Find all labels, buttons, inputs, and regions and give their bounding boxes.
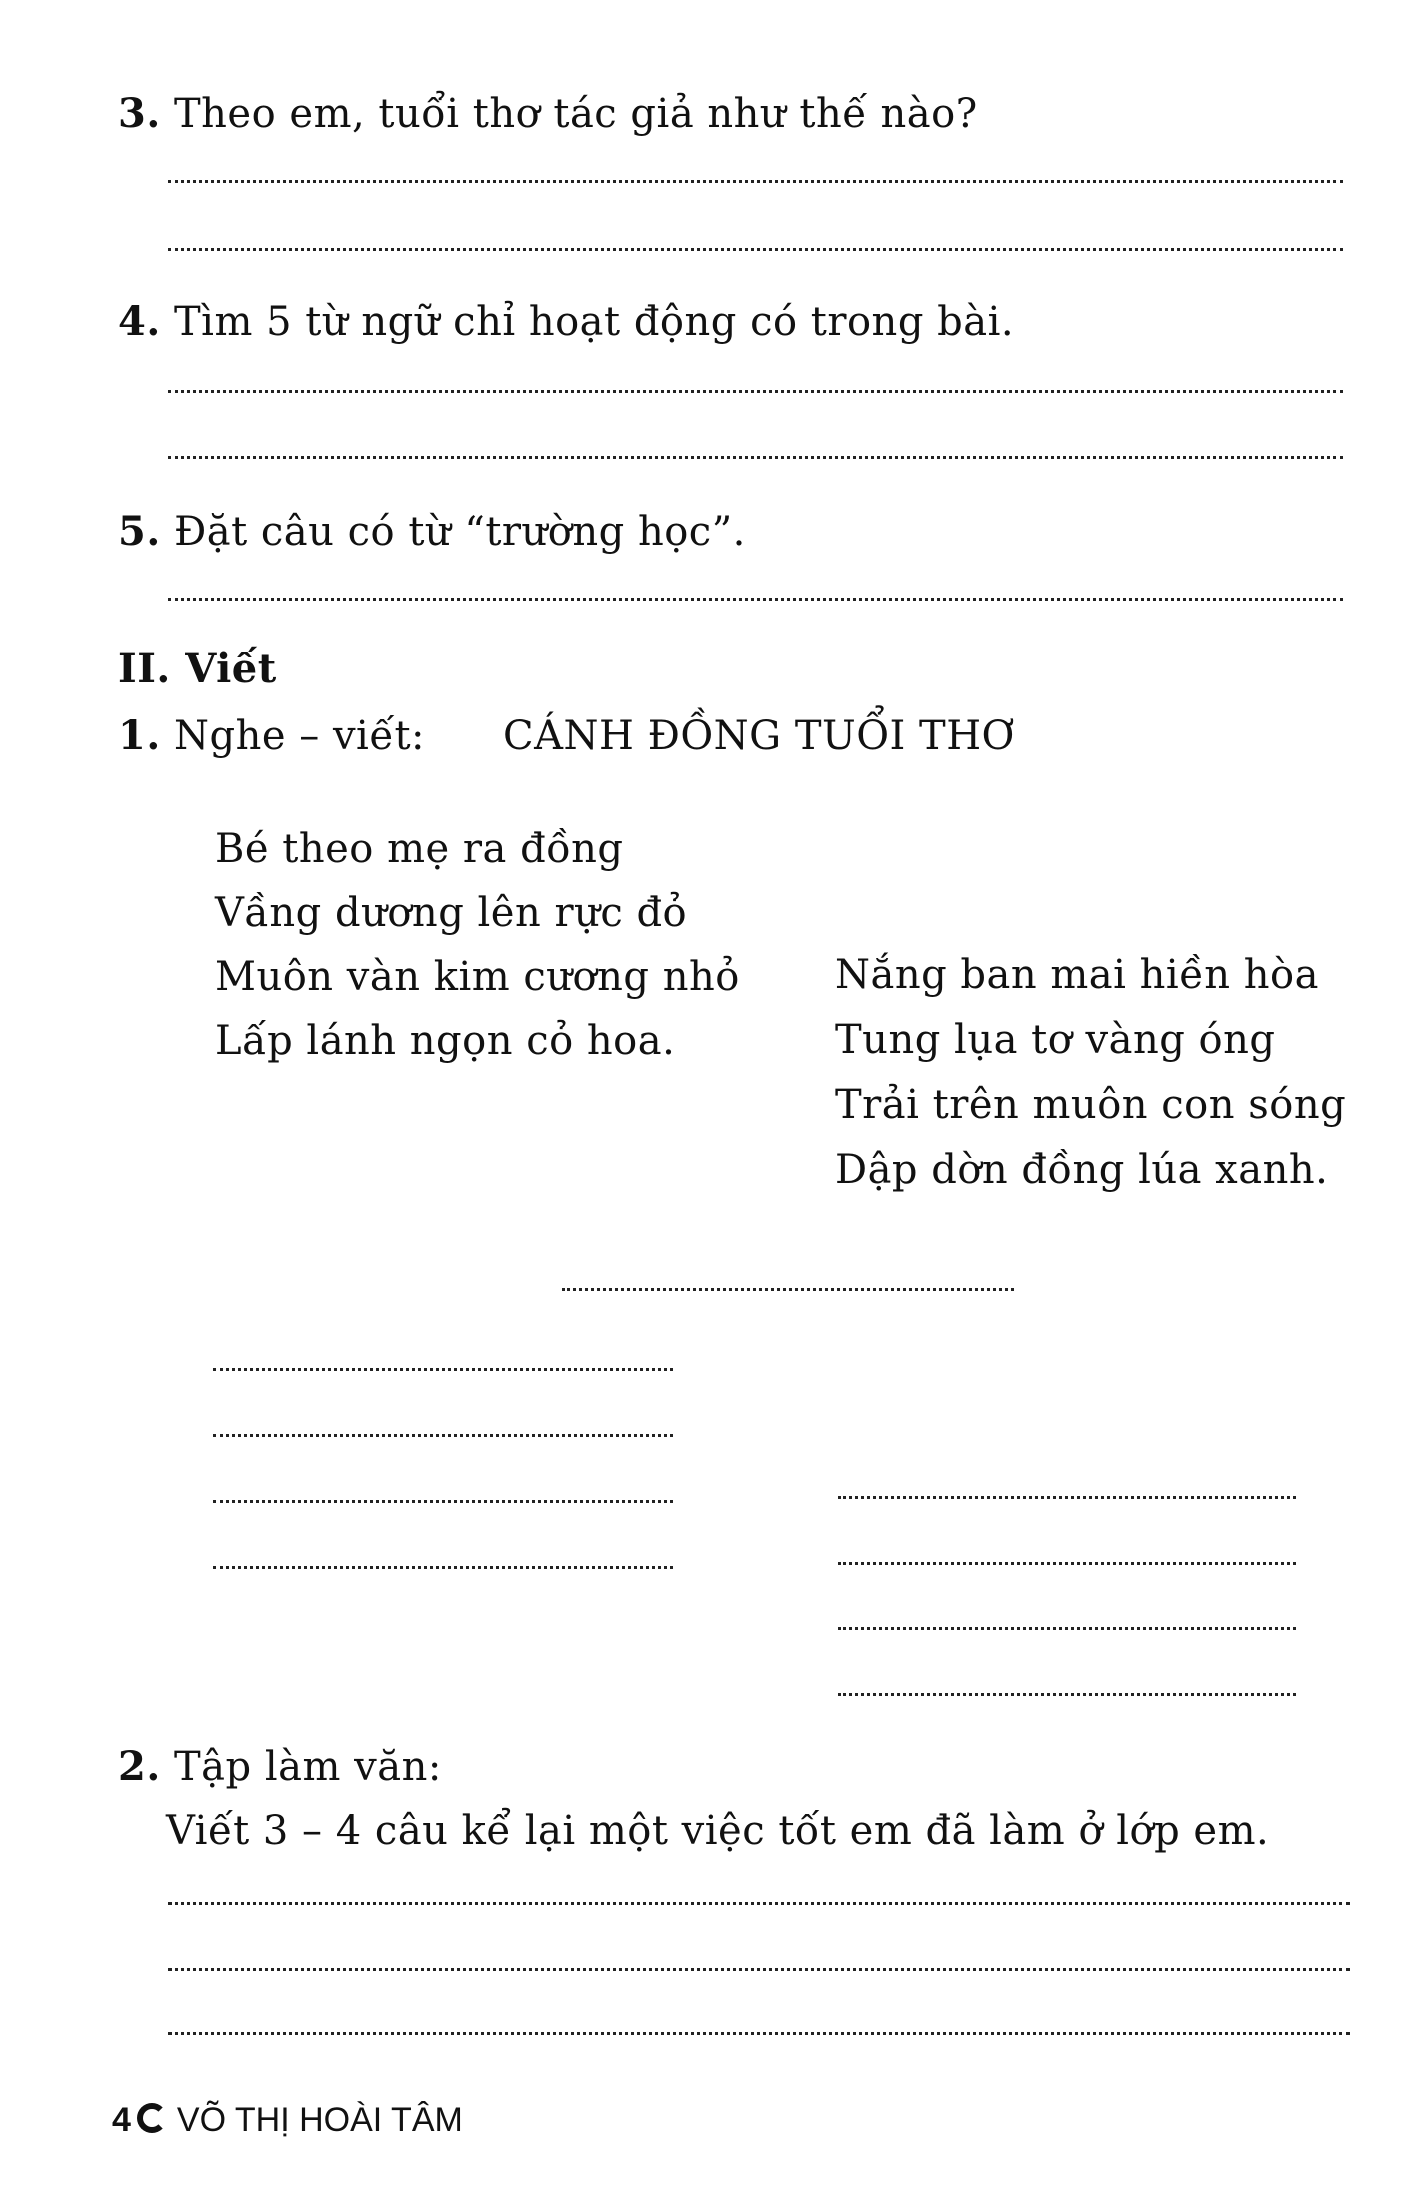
question-3 [118,90,978,138]
answer-line[interactable] [168,456,1343,459]
answer-line[interactable] [168,248,1343,251]
poem-line: Tung lụa tơ vàng óng [835,1017,1276,1063]
composition-label [118,1743,442,1791]
answer-line[interactable] [168,390,1343,393]
writing-line[interactable] [838,1693,1296,1696]
question-text: Đặt câu có từ “trường học”. [173,509,746,555]
writing-line[interactable] [213,1500,673,1503]
poem-line: Muôn vàn kim cương nhỏ [215,954,740,1000]
publisher-logo-icon [137,2103,167,2133]
poem-line: Lấp lánh ngọn cỏ hoa. [215,1018,676,1064]
poem-line: Vầng dương lên rực đỏ [215,890,688,936]
item-number: 2. [118,1743,161,1790]
writing-line-title[interactable] [562,1288,1014,1291]
question-number: 3. [118,90,161,137]
item-label: Nghe – viết: [173,713,426,759]
question-number: 5. [118,508,161,555]
question-number: 4. [118,298,161,345]
question-4 [118,298,1014,346]
poem-line: Bé theo mẹ ra đồng [215,826,624,872]
item-number: 1. [118,712,161,759]
writing-line[interactable] [838,1627,1296,1630]
poem-line: Nắng ban mai hiền hòa [835,952,1319,998]
answer-line[interactable] [168,1902,1350,1905]
section-heading: II. Viết [118,645,277,692]
poem-line: Trải trên muôn con sóng [835,1082,1347,1128]
question-text: Theo em, tuổi thơ tác giả như thế nào? [173,91,978,137]
question-text: Tìm 5 từ ngữ chỉ hoạt động có trong bài. [173,299,1015,345]
writing-line[interactable] [213,1368,673,1371]
page-number: 4 [112,2101,131,2139]
writing-line[interactable] [838,1496,1296,1499]
question-5 [118,508,746,556]
writing-line[interactable] [838,1562,1296,1565]
answer-line[interactable] [168,2032,1350,2035]
poem-line: Dập dờn đồng lúa xanh. [835,1147,1329,1193]
dictation-label [118,712,425,760]
item-label: Tập làm văn: [173,1744,442,1790]
composition-prompt: Viết 3 – 4 câu kể lại một việc tốt em đã làm ở lớp em. [166,1808,1270,1854]
writing-line[interactable] [213,1434,673,1437]
author-name: VÕ THỊ HOÀI TÂM [176,2101,463,2139]
answer-line[interactable] [168,180,1343,183]
answer-line[interactable] [168,1968,1350,1971]
answer-line[interactable] [168,598,1343,601]
writing-line[interactable] [213,1566,673,1569]
poem-title: CÁNH ĐỒNG TUỔI THƠ [503,713,1015,759]
page-footer [112,2100,463,2140]
